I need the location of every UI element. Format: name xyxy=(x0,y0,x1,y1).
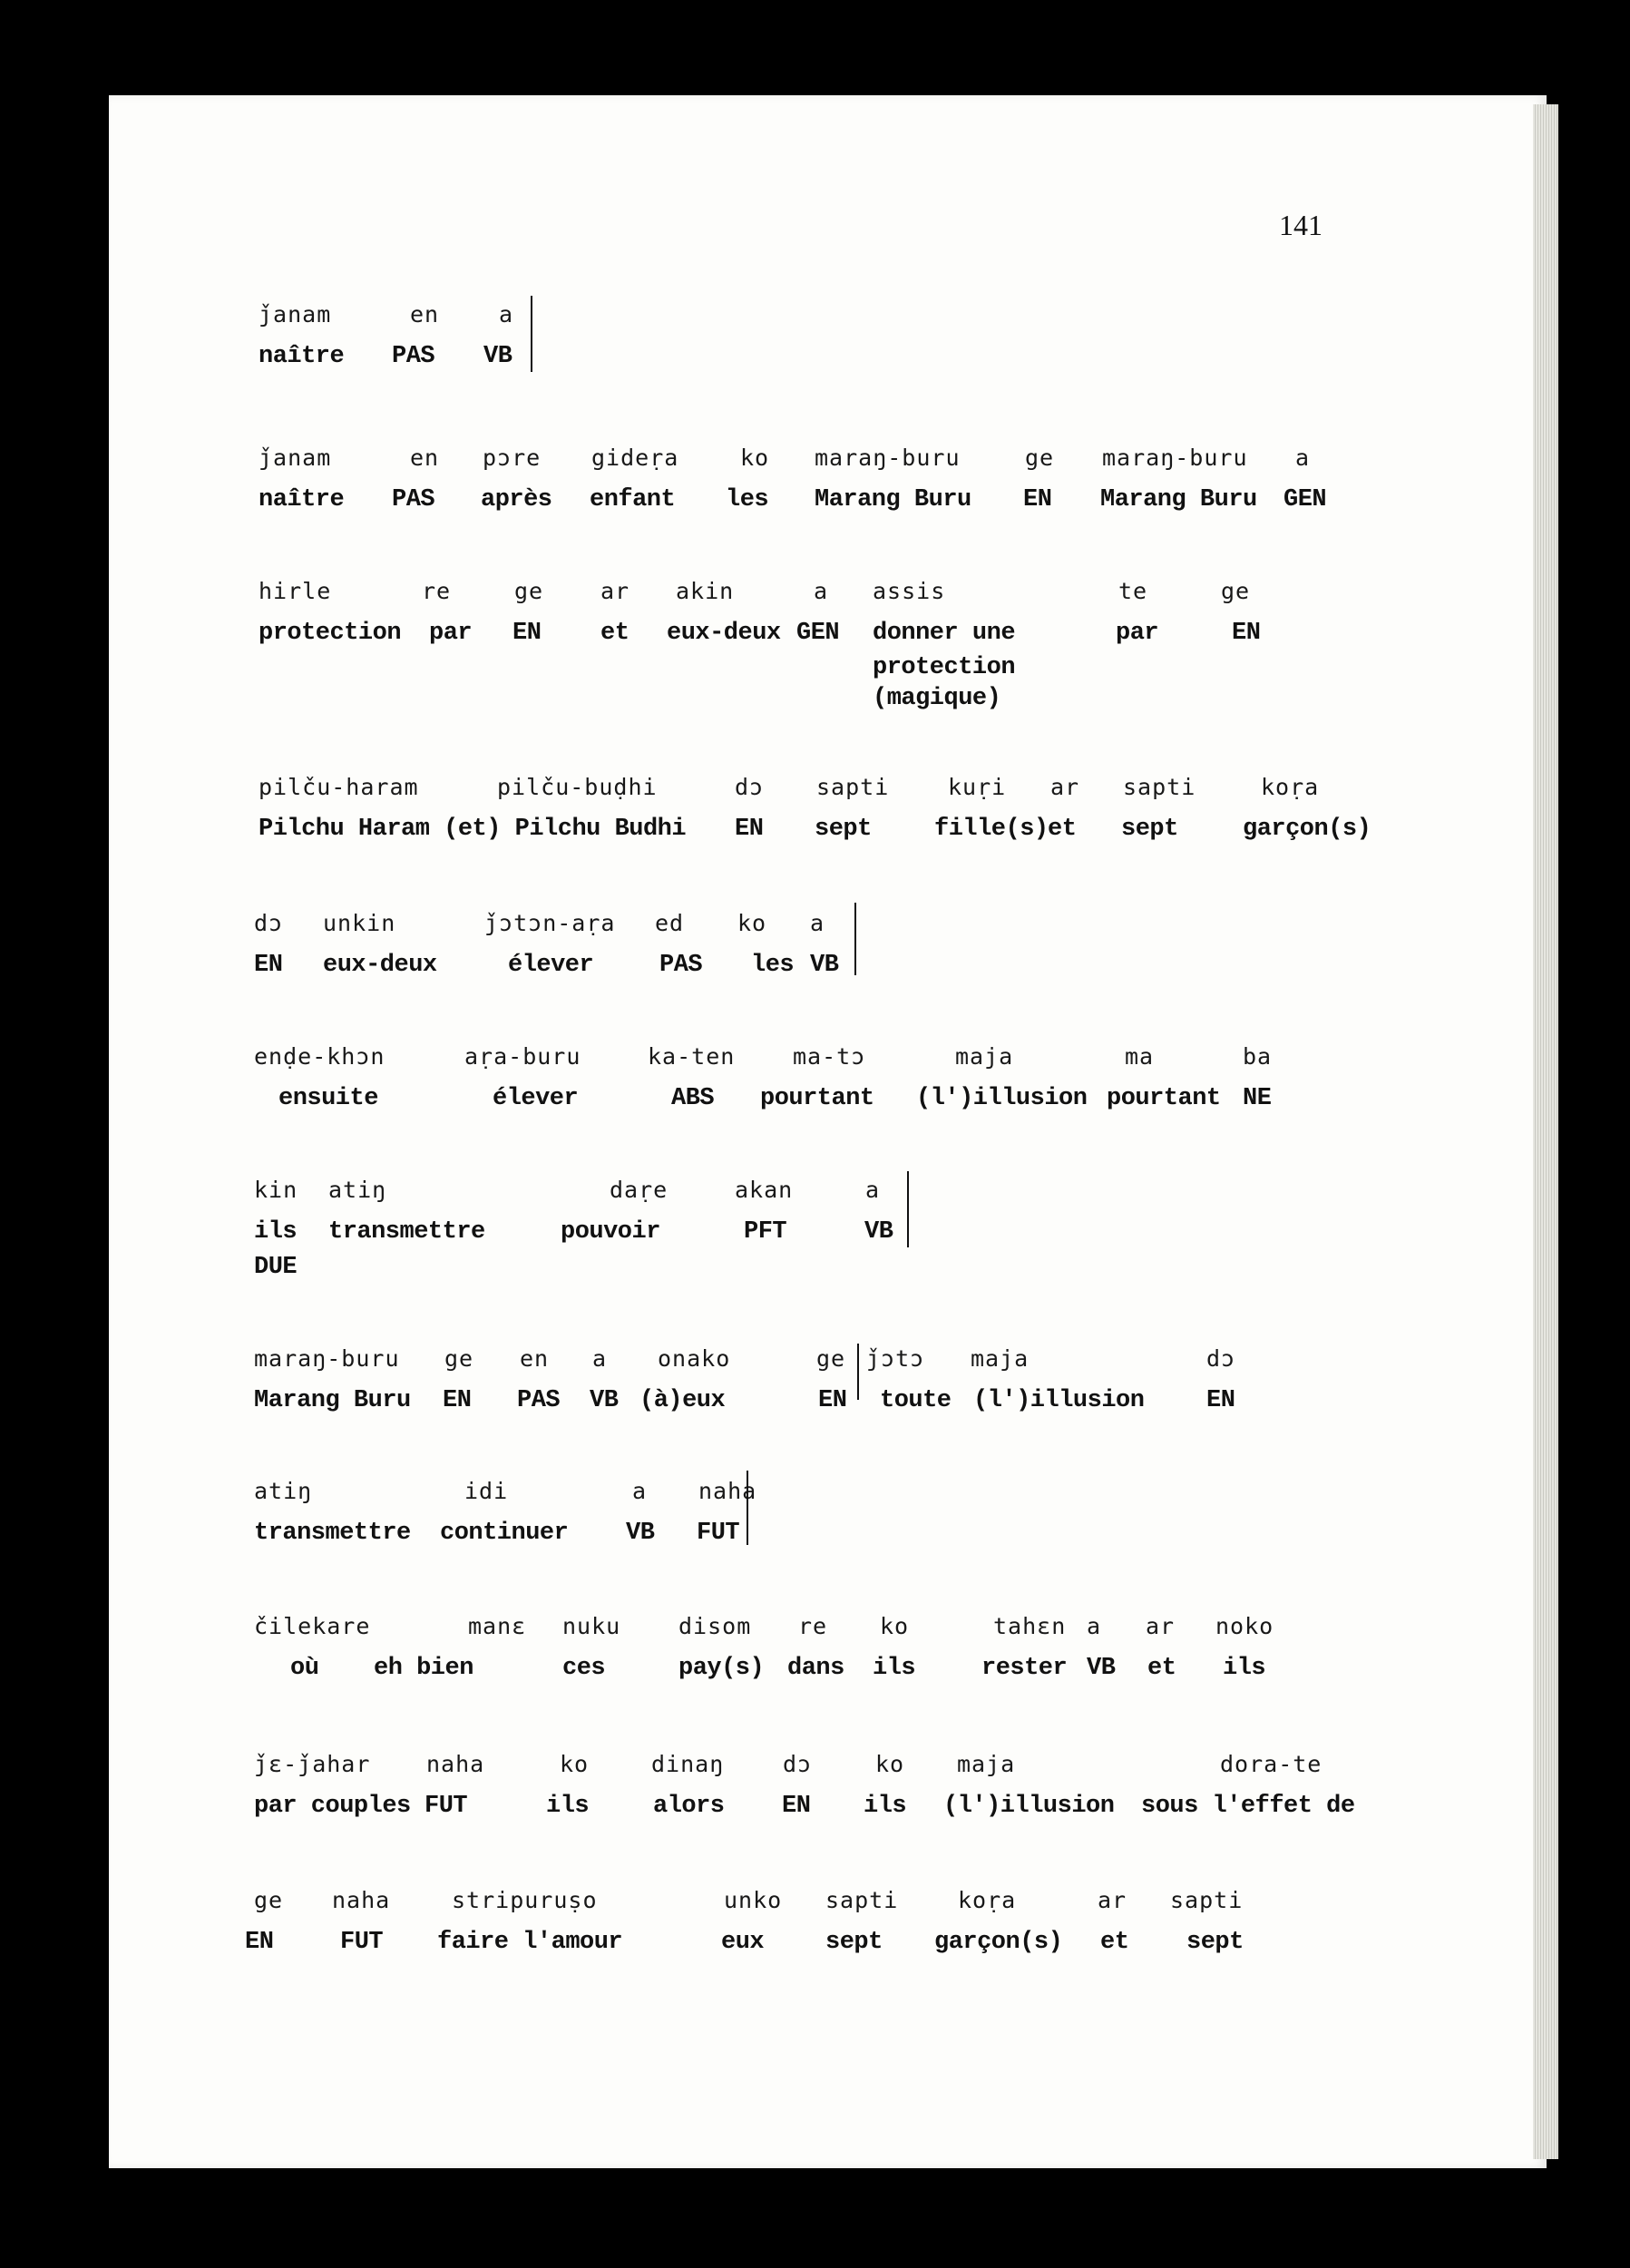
santali-word: unkin xyxy=(323,910,396,936)
french-gloss: EN xyxy=(1023,486,1052,513)
santali-word: dinaŋ xyxy=(651,1751,725,1777)
french-gloss: EN xyxy=(818,1387,847,1414)
french-gloss: rester xyxy=(981,1655,1068,1682)
santali-word: ǰanam xyxy=(259,301,332,327)
book-page xyxy=(109,95,1547,2168)
french-gloss: VB xyxy=(810,952,839,979)
french-gloss: VB xyxy=(626,1520,655,1547)
french-gloss: PFT xyxy=(744,1218,787,1246)
santali-word: nuku xyxy=(562,1613,621,1639)
santali-word: re xyxy=(798,1613,828,1639)
french-gloss: où xyxy=(290,1655,319,1682)
french-gloss: ensuite xyxy=(278,1085,378,1112)
french-gloss: FUT xyxy=(425,1793,468,1820)
french-gloss: transmettre xyxy=(254,1520,411,1547)
french-gloss: et xyxy=(1048,816,1077,843)
french-gloss: toute xyxy=(880,1387,952,1414)
santali-word: ge xyxy=(1221,578,1251,604)
santali-word: naha xyxy=(332,1887,391,1913)
santali-word: akin xyxy=(676,578,735,604)
santali-word: en xyxy=(410,445,440,471)
french-gloss: VB xyxy=(864,1218,893,1246)
santali-word: sapti xyxy=(825,1887,899,1913)
santali-word: naha xyxy=(426,1751,485,1777)
santali-word: ma-tɔ xyxy=(793,1043,866,1070)
french-gloss: élever xyxy=(508,952,594,979)
french-gloss: pay(s) xyxy=(678,1655,765,1682)
gloss-continuation: (magique) xyxy=(873,685,1001,712)
santali-word: ar xyxy=(1050,774,1080,800)
french-gloss: ils xyxy=(1223,1655,1266,1682)
french-gloss: après xyxy=(481,486,552,513)
santali-word: disom xyxy=(678,1613,752,1639)
santali-word: en xyxy=(410,301,440,327)
page-edges xyxy=(1533,104,1558,2159)
santali-word: tahɛn xyxy=(993,1613,1067,1639)
french-gloss: VB xyxy=(590,1387,619,1414)
santali-word: naha xyxy=(698,1478,757,1504)
santali-word: ge xyxy=(514,578,544,604)
santali-word: kuṛi xyxy=(948,774,1007,800)
santali-word: kin xyxy=(254,1177,298,1203)
french-gloss: EN xyxy=(735,816,764,843)
french-gloss: et xyxy=(1147,1655,1176,1682)
santali-word: atiŋ xyxy=(254,1478,313,1504)
santali-word: ǰɛ-ǰahar xyxy=(254,1751,371,1777)
clause-boundary-bar xyxy=(907,1171,909,1247)
santali-word: a xyxy=(1087,1613,1102,1639)
santali-word: pilču-haram xyxy=(259,774,419,800)
santali-word: dɔ xyxy=(783,1751,813,1777)
french-gloss: (l')illusion xyxy=(973,1387,1145,1414)
french-gloss: ces xyxy=(562,1655,606,1682)
french-gloss: FUT xyxy=(697,1520,740,1547)
santali-word: ge xyxy=(254,1887,284,1913)
santali-word: noko xyxy=(1215,1613,1274,1639)
santali-word: ǰɔtɔn-aṛa xyxy=(484,910,616,936)
french-gloss: PAS xyxy=(659,952,703,979)
santali-word: ma xyxy=(1125,1043,1155,1070)
french-gloss: GEN xyxy=(796,620,840,647)
santali-word: ba xyxy=(1243,1043,1273,1070)
french-gloss: Marang Buru xyxy=(1100,486,1257,513)
page-number: 141 xyxy=(1279,209,1323,241)
french-gloss: pourtant xyxy=(1107,1085,1221,1112)
french-gloss: VB xyxy=(1087,1655,1116,1682)
french-gloss: enfant xyxy=(590,486,676,513)
french-gloss: EN xyxy=(1206,1387,1235,1414)
french-gloss: PAS xyxy=(392,343,435,370)
santali-word: unko xyxy=(724,1887,783,1913)
clause-boundary-bar xyxy=(531,296,532,372)
santali-word: a xyxy=(1295,445,1311,471)
santali-word: koṛa xyxy=(1261,774,1320,800)
french-gloss: sous l'effet de xyxy=(1141,1793,1355,1820)
french-gloss: PAS xyxy=(392,486,435,513)
santali-word: re xyxy=(422,578,452,604)
santali-word: maraŋ-buru xyxy=(815,445,961,471)
french-gloss: par xyxy=(1116,620,1159,647)
santali-word: maraŋ-buru xyxy=(254,1345,400,1372)
santali-word: manɛ xyxy=(468,1613,527,1639)
french-gloss: naître xyxy=(259,343,345,370)
santali-word: gideṛa xyxy=(591,445,679,471)
french-gloss: alors xyxy=(653,1793,725,1820)
french-gloss: par xyxy=(429,620,473,647)
french-gloss: EN xyxy=(443,1387,472,1414)
french-gloss: pourtant xyxy=(760,1085,874,1112)
santali-word: stripuruṣo xyxy=(452,1887,598,1913)
french-gloss: (l')illusion xyxy=(916,1085,1088,1112)
french-gloss: ils xyxy=(873,1655,916,1682)
santali-word: ka-ten xyxy=(648,1043,736,1070)
french-gloss: eux-deux xyxy=(323,952,437,979)
french-gloss: VB xyxy=(483,343,512,370)
french-gloss: eh bien xyxy=(374,1655,473,1682)
santali-word: en xyxy=(520,1345,550,1372)
santali-word: assis xyxy=(873,578,946,604)
french-gloss: pouvoir xyxy=(561,1218,660,1246)
french-gloss: EN xyxy=(512,620,542,647)
santali-word: dora-te xyxy=(1220,1751,1323,1777)
french-gloss: ABS xyxy=(671,1085,715,1112)
french-gloss: eux-deux xyxy=(667,620,781,647)
french-gloss: NE xyxy=(1243,1085,1272,1112)
santali-word: ge xyxy=(444,1345,474,1372)
clause-boundary-bar xyxy=(857,1344,859,1400)
french-gloss: faire l'amour xyxy=(437,1929,623,1956)
french-gloss: dans xyxy=(787,1655,844,1682)
santali-word: koṛa xyxy=(958,1887,1017,1913)
french-gloss: EN xyxy=(1232,620,1261,647)
french-gloss: sept xyxy=(1121,816,1178,843)
french-gloss: EN xyxy=(782,1793,811,1820)
french-gloss: et xyxy=(1100,1929,1129,1956)
clause-boundary-bar xyxy=(854,903,856,975)
santali-word: idi xyxy=(464,1478,509,1504)
santali-word: ko xyxy=(875,1751,905,1777)
french-gloss: Marang Buru xyxy=(815,486,971,513)
santali-word: sapti xyxy=(1123,774,1196,800)
santali-word: a xyxy=(632,1478,648,1504)
santali-word: aṛa-buru xyxy=(464,1043,581,1070)
santali-word: ge xyxy=(1025,445,1055,471)
santali-word: ar xyxy=(1146,1613,1176,1639)
santali-word: a xyxy=(810,910,825,936)
french-gloss: protection xyxy=(259,620,402,647)
french-gloss: continuer xyxy=(440,1520,569,1547)
french-gloss: garçon(s) xyxy=(934,1929,1063,1956)
santali-word: dɔ xyxy=(1206,1345,1236,1372)
santali-word: maja xyxy=(957,1751,1016,1777)
santali-word: ǰanam xyxy=(259,445,332,471)
french-gloss: PAS xyxy=(517,1387,561,1414)
clause-boundary-bar xyxy=(747,1471,748,1545)
santali-word: a xyxy=(814,578,829,604)
french-gloss: les xyxy=(726,486,769,513)
french-gloss: eux xyxy=(721,1929,765,1956)
french-gloss: ils xyxy=(254,1218,298,1246)
santali-word: ǰɔtɔ xyxy=(866,1345,925,1372)
santali-word: čilekare xyxy=(254,1613,371,1639)
santali-word: ar xyxy=(1098,1887,1127,1913)
french-gloss: FUT xyxy=(340,1929,384,1956)
santali-word: pilču-buḍhi xyxy=(497,774,658,800)
french-gloss: (l')illusion xyxy=(943,1793,1115,1820)
santali-word: ko xyxy=(560,1751,590,1777)
santali-word: onako xyxy=(658,1345,731,1372)
french-gloss: Marang Buru xyxy=(254,1387,411,1414)
santali-word: hirle xyxy=(259,578,332,604)
santali-word: a xyxy=(592,1345,608,1372)
french-gloss: fille(s) xyxy=(934,816,1049,843)
santali-word: atiŋ xyxy=(328,1177,387,1203)
santali-word: ed xyxy=(655,910,685,936)
french-gloss: ils xyxy=(864,1793,907,1820)
french-gloss: Pilchu Haram (et) Pilchu Budhi xyxy=(259,816,687,843)
french-gloss: ils xyxy=(546,1793,590,1820)
french-gloss: EN xyxy=(254,952,283,979)
french-gloss: transmettre xyxy=(328,1218,485,1246)
french-gloss: garçon(s) xyxy=(1243,816,1371,843)
santali-word: pɔre xyxy=(483,445,542,471)
santali-word: dɔ xyxy=(254,910,284,936)
santali-word: maraŋ-buru xyxy=(1102,445,1248,471)
santali-word: dɔ xyxy=(735,774,765,800)
santali-word: maja xyxy=(971,1345,1030,1372)
santali-word: ko xyxy=(737,910,767,936)
santali-word: ko xyxy=(880,1613,910,1639)
santali-word: a xyxy=(865,1177,881,1203)
french-gloss: et xyxy=(600,620,630,647)
gloss-continuation: DUE xyxy=(254,1254,298,1281)
santali-word: ko xyxy=(740,445,770,471)
french-gloss: sept xyxy=(825,1929,883,1956)
french-gloss: sept xyxy=(1186,1929,1244,1956)
french-gloss: sept xyxy=(815,816,872,843)
french-gloss: (à)eux xyxy=(639,1387,726,1414)
french-gloss: EN xyxy=(245,1929,274,1956)
gloss-continuation: protection xyxy=(873,654,1016,681)
french-gloss: GEN xyxy=(1284,486,1327,513)
santali-word: enḍe-khɔn xyxy=(254,1043,386,1070)
santali-word: ar xyxy=(600,578,630,604)
santali-word: sapti xyxy=(816,774,890,800)
french-gloss: les xyxy=(751,952,795,979)
santali-word: akan xyxy=(735,1177,794,1203)
santali-word: te xyxy=(1118,578,1148,604)
santali-word: daṛe xyxy=(610,1177,669,1203)
french-gloss: élever xyxy=(493,1085,579,1112)
french-gloss: par couples xyxy=(254,1793,411,1820)
santali-word: a xyxy=(499,301,514,327)
santali-word: sapti xyxy=(1170,1887,1244,1913)
santali-word: ge xyxy=(816,1345,846,1372)
santali-word: maja xyxy=(955,1043,1014,1070)
french-gloss: donner une xyxy=(873,620,1016,647)
french-gloss: naître xyxy=(259,486,345,513)
